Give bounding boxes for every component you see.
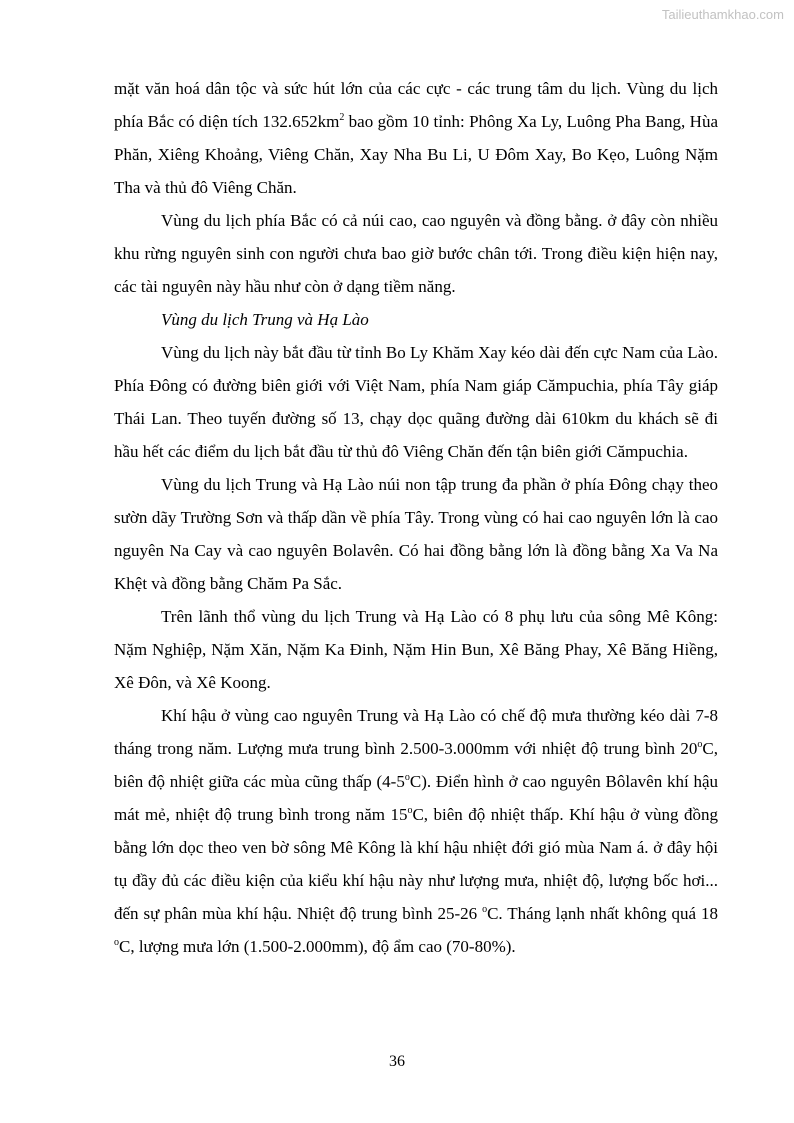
text-run: C. Tháng lạnh nhất không quá 18	[487, 904, 719, 923]
section-heading: Vùng du lịch Trung và Hạ Lào	[161, 310, 369, 329]
superscript: o	[482, 904, 488, 915]
text-run: mặt văn hoá dân tộc và sức hút lớn của các cực - các trung tâm du lịch. Vùng du lịch phía Bắc có diện tích 132.652km	[114, 79, 718, 131]
watermark-text: Tailieuthamkhao.com	[661, 7, 784, 22]
paragraph-mekong-tributaries: Trên lãnh thổ vùng du lịch Trung và Hạ Lào có 8 phụ lưu của sông Mê Kông: Nặm Nghiệp, Nặm Xăn, Nặm Ka Đinh, Nặm Hin Bun, Xê Băng Phay, Xê Băng Hiềng, Xê Đôn, và Xê Koong.	[114, 607, 718, 692]
superscript: o	[697, 739, 703, 750]
text-run: C, lượng mưa lớn (1.500-2.000mm), độ ẩm cao (70-80%).	[119, 937, 516, 956]
text-run: C, biên độ nhiệt thấp. Khí hậu ở vùng đồng bằng lớn dọc theo ven bờ sông Mê Kông là khí hậu nhiệt đới gió mùa Nam á. ở đây hội tụ đầy đủ các điều kiện của kiểu khí hậu này như lượng mưa, nhiệt độ, lượng bốc hơi... đến sự phân mùa khí hậu. Nhiệt độ trung bình 25-26	[114, 805, 719, 923]
text-run: bao gồm 10 tỉnh: Phông Xa Ly, Luông Pha Bang, Hùa Phăn, Xiêng Khoảng, Viêng Chăn, Xay Nha Bu Li, U Đôm Xay, Bo Kẹo, Luông Nặm Tha và thủ đô Viêng Chăn.	[114, 112, 718, 197]
superscript: o	[407, 805, 413, 816]
superscript: 2	[339, 112, 345, 123]
page-body	[114, 72, 718, 963]
paragraph-central-south-terrain: Vùng du lịch Trung và Hạ Lào núi non tập trung đa phần ở phía Đông chạy theo sườn dãy Trường Sơn và thấp dần về phía Tây. Trong vùng có hai cao nguyên lớn là cao nguyên Na Cay và cao nguyên Bolavên. Có hai đồng bằng lớn là đồng bằng Xa Va Na Khệt và đồng bằng Chăm Pa Sắc.	[114, 475, 718, 593]
text-run: C). Điển hình ở cao nguyên Bôlavên khí hậu mát mẻ, nhiệt độ trung bình trong năm 15	[114, 772, 718, 824]
superscript: o	[114, 937, 119, 948]
paragraph-north-region	[114, 72, 718, 204]
paragraph-climate	[114, 699, 718, 963]
text-run: C, biên độ nhiệt giữa các mùa cũng thấp (4-5	[114, 739, 718, 791]
text-run: Khí hậu ở vùng cao nguyên Trung và Hạ Lào có chế độ mưa thường kéo dài 7-8 tháng trong năm. Lượng mưa trung bình 2.500-3.000mm với nhiệt độ trung bình 20	[114, 706, 718, 758]
paragraph-north-terrain: Vùng du lịch phía Bắc có cả núi cao, cao nguyên và đồng bằng. ở đây còn nhiều khu rừng nguyên sinh con người chưa bao giờ bước chân tới. Trong điều kiện hiện nay, các tài nguyên này hầu như còn ở dạng tiềm năng.	[114, 211, 718, 296]
paragraph-central-south-extent: Vùng du lịch này bắt đầu từ tỉnh Bo Ly Khăm Xay kéo dài đến cực Nam của Lào. Phía Đông có đường biên giới với Việt Nam, phía Nam giáp Cămpuchia, phía Tây giáp Thái Lan. Theo tuyến đường số 13, chạy dọc quãng đường dài 610km du khách sẽ đi hầu hết các điểm du lịch bắt đầu từ thủ đô Viêng Chăn đến tận biên giới Cămpuchia.	[114, 343, 718, 461]
superscript: o	[404, 772, 410, 783]
page-number: 36	[389, 1053, 405, 1070]
